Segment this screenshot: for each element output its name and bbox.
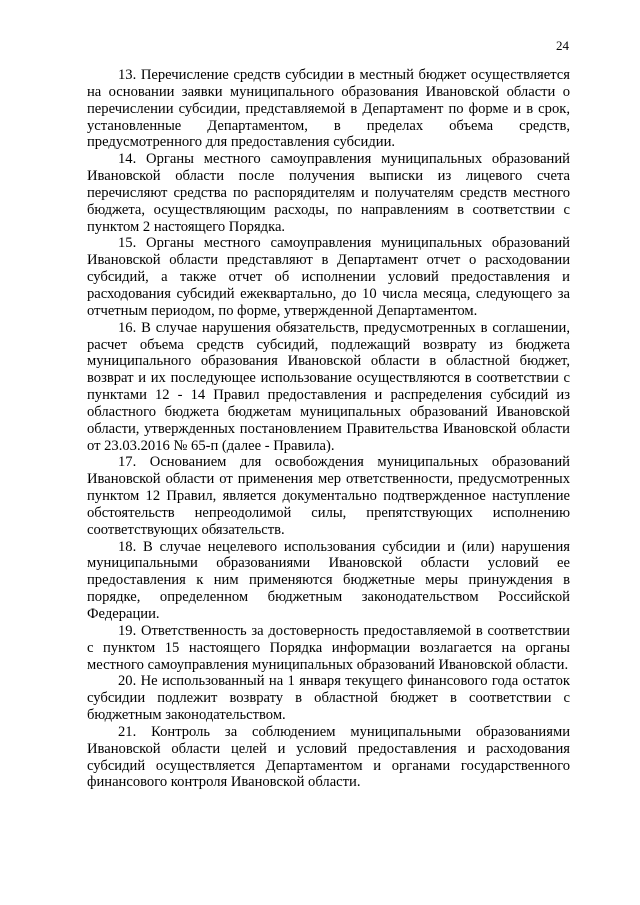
paragraph-17: 17. Основанием для освобождения муниципальных образований Ивановской области от применения мер ответственности, предусмотренных пунктом 12 Правил, является документально подтвержденное наступление обстоятельств непреодолимой силы, препятствующих исполнению соответствующих обязательств.: [87, 454, 570, 538]
paragraph-19: 19. Ответственность за достоверность предоставляемой в соответствии с пунктом 15 настоящего Порядка информации возлагается на органы местного самоуправления муниципальных образований Ивановской области.: [87, 622, 570, 673]
document-body: [87, 67, 570, 791]
paragraph-18: 18. В случае нецелевого использования субсидии и (или) нарушения муниципальными образованиями Ивановской области условий ее предоставления к ним применяются бюджетные меры принуждения в порядке, определенном бюджетным законодательством Российской Федерации.: [87, 538, 570, 622]
paragraph-16: 16. В случае нарушения обязательств, предусмотренных в соглашении, расчет объема средств субсидий, подлежащий возврату из бюджета муниципального образования Ивановской области в областной бюджет, возврат и их последующее использование осуществляются в соответствии с пунктами 12 - 14 Правил предоставления и распределения субсидий из областного бюджета бюджетам муниципальных образований Ивановской области, утвержденных постановлением Правительства Ивановской области от 23.03.2016 № 65-п (далее - Правила).: [87, 319, 570, 454]
paragraph-15: 15. Органы местного самоуправления муниципальных образований Ивановской области представляют в Департамент отчет о расходовании субсидий, а также отчет об исполнении условий предоставления и расходования субсидий ежеквартально, до 10 числа месяца, следующего за отчетным периодом, по форме, утвержденной Департаментом.: [87, 235, 570, 319]
paragraph-13: 13. Перечисление средств субсидии в местный бюджет осуществляется на основании заявки муниципального образования Ивановской области о перечислении субсидии, представляемой в Департамент по форме и в срок, установленные Департаментом, в пределах объема средств, предусмотренного для предоставления субсидии.: [87, 67, 570, 151]
paragraph-20: 20. Не использованный на 1 января текущего финансового года остаток субсидии подлежит возврату в областной бюджет в соответствии с бюджетным законодательством.: [87, 673, 570, 724]
page-number: 24: [556, 38, 569, 53]
paragraph-14: 14. Органы местного самоуправления муниципальных образований Ивановской области после получения выписки из лицевого счета перечисляют средства по распорядителям и получателям средств местного бюджета, осуществляющим расходы, по направлениям в соответствии с пунктом 2 настоящего Порядка.: [87, 151, 570, 235]
paragraph-21: 21. Контроль за соблюдением муниципальными образованиями Ивановской области целей и условий предоставления и расходования субсидий осуществляется Департаментом и органами государственного финансового контроля Ивановской области.: [87, 723, 570, 791]
